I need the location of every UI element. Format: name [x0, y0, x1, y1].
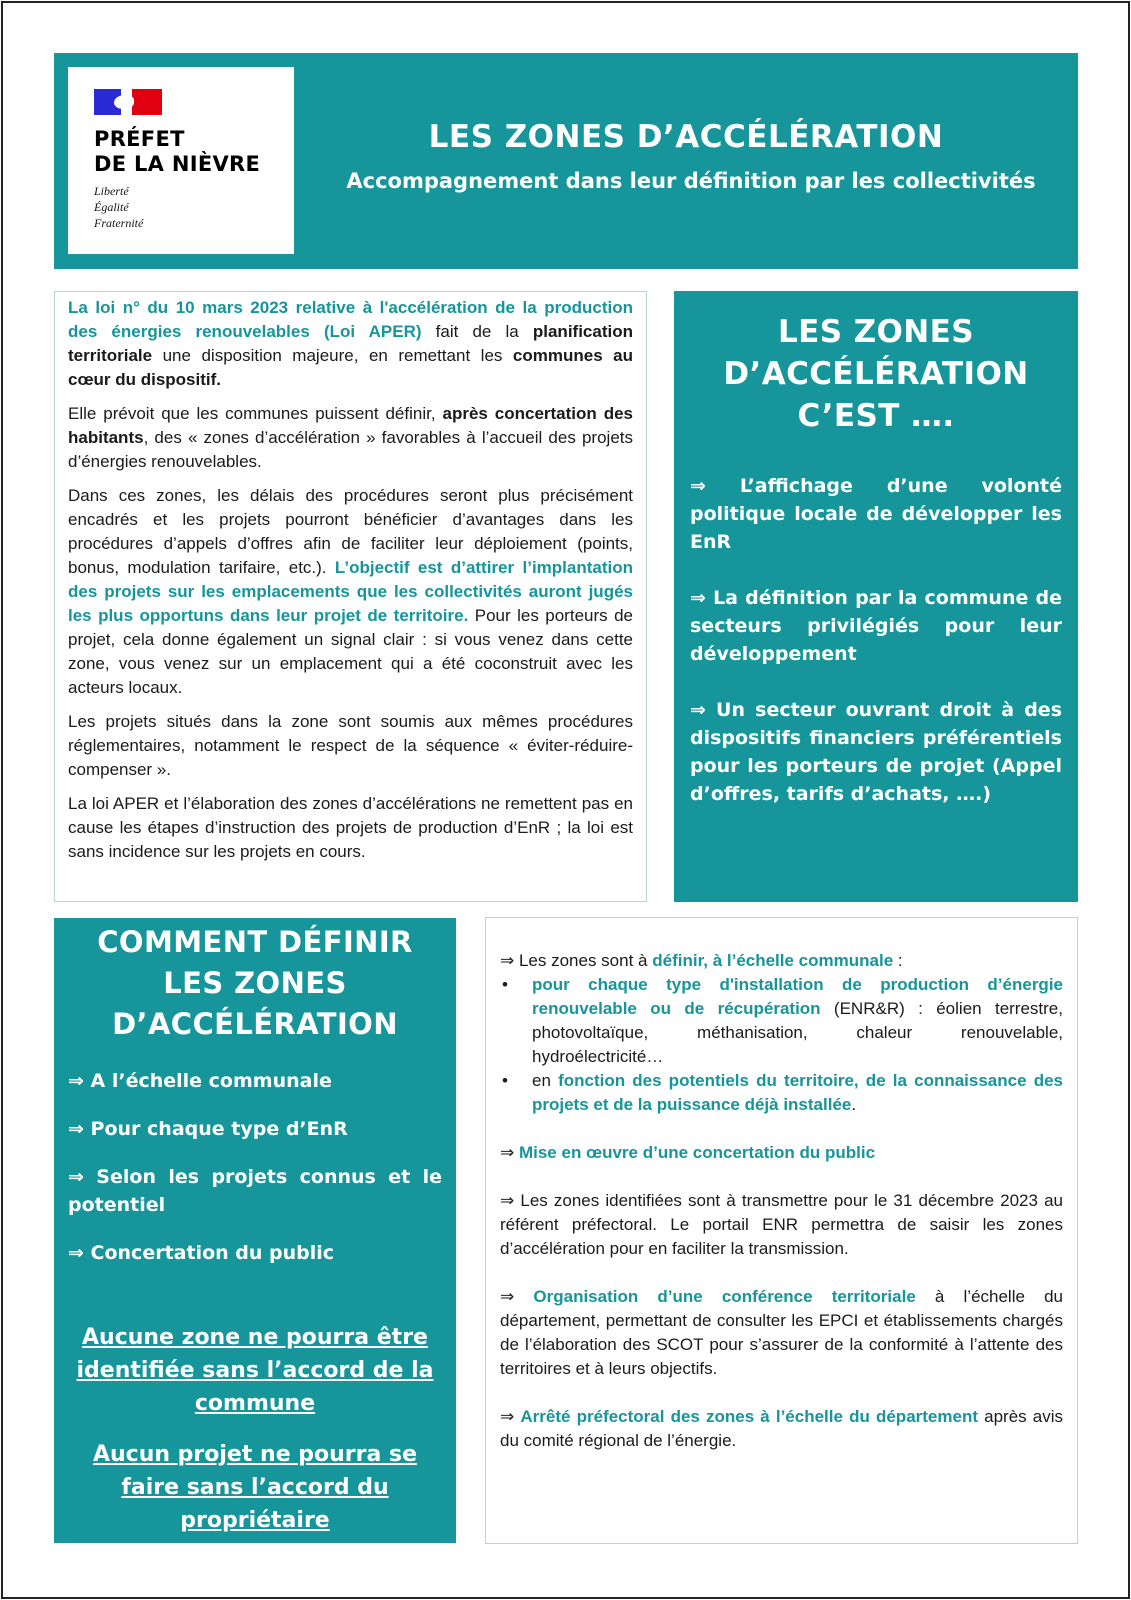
- prefecture-logo: [68, 67, 294, 254]
- prefecture-name-line2: DE LA NIÈVRE: [94, 152, 261, 176]
- step-highlight: Mise en œuvre d’une concertation du public: [518, 1143, 876, 1162]
- define-title-line1: COMMENT DÉFINIR: [97, 925, 413, 959]
- intro-paragraph-5: La loi APER et l’élaboration des zones d’accélérations ne remettent pas en cause les étapes d’instruction des projets de production d’EnR ; la loi est sans incidence sur les projets en cours.: [68, 794, 633, 861]
- define-box-title: [68, 922, 442, 1045]
- zones-list-item: ⇒ Un secteur ouvrant droit à des dispositifs financiers préférentiels pour les porteurs de projet (Appel d’offres, tarifs d’achats, ….): [690, 699, 1062, 805]
- define-list-item: ⇒ Selon les projets connus et le potentiel: [68, 1166, 442, 1216]
- prefecture-name-line1: PRÉFET: [94, 127, 185, 151]
- commune-consent-notice: Aucune zone ne pourra être identifiée sans l’accord de la commune: [76, 1325, 434, 1416]
- prefecture-name: [94, 127, 294, 177]
- intro-paragraph-3: [68, 484, 633, 700]
- intro-bold: communes au cœur du dispositif.: [68, 346, 633, 389]
- page-subtitle: Accompagnement dans leur définition par les collectivités: [346, 169, 1036, 193]
- objective-highlight: L’objectif est d’attirer l’implantation des projets sur les emplacements que les collectivités auront jugés les plus opportuns dans leur projet de territoire.: [68, 558, 634, 625]
- header-banner: [54, 53, 1078, 269]
- intro-bold: après concertation des habitants: [68, 404, 634, 447]
- define-list: [68, 1067, 442, 1267]
- intro-text: , des « zones d’accélération » favorables à l’accueil des projets d’énergies renouvelables.: [68, 428, 633, 471]
- define-list-item: ⇒ Pour chaque type d’EnR: [68, 1118, 348, 1140]
- intro-paragraph-1: [68, 296, 633, 392]
- step-text: ⇒ Les zones sont à: [500, 951, 653, 970]
- step-prefectoral-decree: [500, 1405, 1063, 1453]
- step-text: .: [851, 1095, 857, 1114]
- step-define-communal: [500, 949, 1063, 973]
- intro-text: Elle prévoit que les communes puissent définir,: [68, 404, 443, 423]
- marianne-icon: [114, 95, 134, 109]
- criteria-list: [500, 973, 1063, 1117]
- zones-definition-box: [674, 291, 1078, 902]
- intro-text: une disposition majeure, en remettant les: [152, 346, 513, 365]
- zones-list: [690, 472, 1062, 808]
- motto-liberte: Liberté: [94, 184, 129, 198]
- step-text: :: [893, 951, 903, 970]
- step-transmission-deadline: ⇒ Les zones identifiées sont à transmettre pour le 31 décembre 2023 au référent préfectoral. Le portail ENR permettra de saisir les zones d’accélération pour en faciliter la transmission.: [500, 1191, 1063, 1258]
- law-reference: La loi n° du 10 mars 2023 relative à l'accélération de la production des énergies renouvelables (Loi APER): [68, 298, 633, 341]
- step-highlight: Arrêté préfectoral des zones à l’échelle du département: [520, 1407, 978, 1426]
- motto-fraternite: Fraternité: [94, 216, 144, 230]
- step-text: (ENR&R) : éolien terrestre, photovoltaïque, méthanisation, chaleur renouvelable, hydroélectricité…: [532, 999, 1063, 1066]
- criteria-item: [500, 1069, 1063, 1117]
- procedure-steps-box: [485, 917, 1078, 1544]
- motto-egalite: Égalité: [94, 200, 129, 214]
- step-highlight: fonction des potentiels du territoire, de la connaissance des projets et de la puissance déjà installée: [532, 1071, 1063, 1114]
- zones-title-line3: C’EST ….: [797, 398, 955, 434]
- owner-consent-notice: Aucun projet ne pourra se faire sans l’accord du propriétaire: [92, 1442, 418, 1533]
- intro-text: Dans ces zones, les délais des procédures seront plus précisément encadrés et les projets pourront bénéficier d’avantages dans les procédures d’appels d’offres afin de faciliter leur déploiement (points, bonus, modulation tarifaire, etc.).: [68, 486, 633, 577]
- define-list-item: ⇒ Concertation du public: [68, 1242, 335, 1264]
- step-highlight: Organisation d’une conférence territoriale: [533, 1287, 916, 1306]
- define-title-line3: D’ACCÉLÉRATION: [112, 1007, 398, 1041]
- step-highlight: pour chaque type d'installation de production d’énergie renouvelable ou de récupération: [532, 975, 1063, 1018]
- intro-bold: planification territoriale: [68, 322, 633, 365]
- intro-text: Pour les porteurs de projet, cela donne également un signal clair : si vous venez dans cette zone, vous venez sur un emplacement qui a été coconstruit avec les acteurs locaux.: [68, 606, 633, 697]
- criteria-item: [500, 973, 1063, 1069]
- step-text: à l’échelle du département, permettant de consulter les EPCI et établissements chargés de l’élaboration des SCOT pour s’assurer de la conformité à l’attente des territoires et à leurs objectifs.: [500, 1287, 1063, 1378]
- zones-list-item: ⇒ La définition par la commune de secteurs privilégiés pour leur développement: [690, 587, 1062, 665]
- step-highlight: définir, à l’échelle communale: [652, 951, 894, 970]
- zones-box-title: [690, 311, 1062, 437]
- step-public-consultation: [500, 1141, 1063, 1165]
- step-text: en: [532, 1071, 559, 1090]
- zones-title-line1: LES ZONES: [778, 314, 974, 350]
- step-territorial-conference: [500, 1285, 1063, 1381]
- republic-motto: [94, 183, 294, 231]
- step-text: après avis du comité régional de l’énergie.: [500, 1407, 1064, 1450]
- how-to-define-box: [54, 918, 456, 1543]
- french-flag-icon: [94, 89, 162, 115]
- intro-paragraph-2: [68, 402, 633, 474]
- zones-title-line2: D’ACCÉLÉRATION: [723, 356, 1029, 392]
- step-text: ⇒: [500, 1287, 534, 1306]
- step-text: ⇒: [500, 1143, 519, 1162]
- define-title-line2: LES ZONES: [163, 966, 347, 1000]
- zones-list-item: ⇒ L’affichage d’une volonté politique locale de développer les EnR: [690, 475, 1062, 553]
- intro-text: fait de la: [421, 322, 533, 341]
- intro-text-box: [54, 291, 647, 902]
- step-text: ⇒: [500, 1407, 521, 1426]
- page-title: LES ZONES D’ACCÉLÉRATION: [428, 119, 944, 155]
- define-list-item: ⇒ A l’échelle communale: [68, 1070, 332, 1092]
- intro-paragraph-4: Les projets situés dans la zone sont soumis aux mêmes procédures réglementaires, notamment le respect de la séquence « éviter-réduire-compenser ».: [68, 712, 633, 779]
